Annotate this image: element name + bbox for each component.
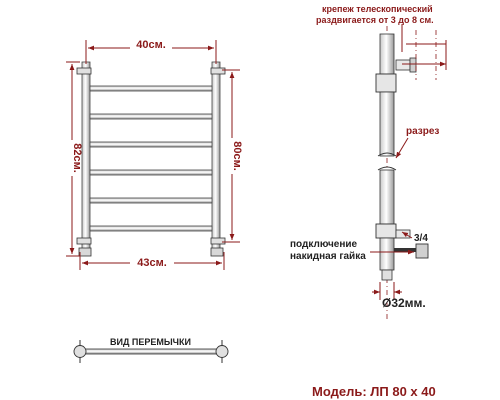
- crossbar-detail-bar: [80, 349, 222, 354]
- model-label: Модель: ЛП 80 х 40: [312, 384, 436, 399]
- bracket-top-right: [211, 68, 225, 74]
- dimension-diameter: [372, 282, 426, 310]
- side-tube-upper: [380, 34, 394, 74]
- diameter-label: Ø32мм.: [382, 296, 426, 310]
- crossbars: [90, 86, 212, 231]
- dimension-height-left: [62, 62, 83, 256]
- height-left-label: 82см.: [71, 143, 83, 173]
- side-fitting-lower: [376, 224, 396, 238]
- crossbar: [90, 142, 212, 147]
- crossbar: [90, 198, 212, 203]
- crossbar: [90, 114, 212, 119]
- width-top-label: 40см.: [136, 39, 166, 51]
- dimension-width-top: [86, 38, 216, 64]
- section-annotation: [396, 126, 439, 158]
- mount-annotation: [316, 4, 434, 25]
- telescopic-bracket: [396, 60, 410, 70]
- width-bottom-label: 43см.: [137, 257, 167, 269]
- mount-label-line1: крепеж телескопический: [322, 4, 433, 14]
- crossbar-view: [74, 337, 228, 363]
- bracket-bottom-left: [77, 238, 91, 244]
- mount-label-line2: раздвигается от 3 до 8 см.: [316, 15, 434, 25]
- dimension-width-bottom: [80, 252, 224, 270]
- side-fitting-upper: [376, 74, 396, 92]
- bracket-top-left: [77, 68, 91, 74]
- bracket-bottom-right: [211, 238, 225, 244]
- inlet-right: [211, 248, 223, 256]
- side-view: [376, 24, 446, 320]
- thread-label: 3/4: [414, 233, 428, 244]
- union-nut: [416, 244, 428, 258]
- inlet-left: [79, 248, 91, 256]
- front-view: [77, 62, 225, 256]
- crossbar: [90, 226, 212, 231]
- crossbar: [90, 170, 212, 175]
- crossbar-end-right: [216, 346, 228, 358]
- dimension-height-right: [222, 70, 243, 242]
- connection-label-line1: подключение: [290, 239, 358, 250]
- side-tube-middle: [380, 92, 394, 156]
- crossbar: [90, 86, 212, 91]
- crossbar-end-left: [74, 346, 86, 358]
- section-label: разрез: [406, 126, 440, 137]
- crossbar-view-label: ВИД ПЕРЕМЫЧКИ: [110, 337, 191, 347]
- connection-label-line2: накидная гайка: [290, 251, 366, 262]
- right-post: [212, 62, 220, 252]
- height-right-label: 80см.: [231, 141, 243, 171]
